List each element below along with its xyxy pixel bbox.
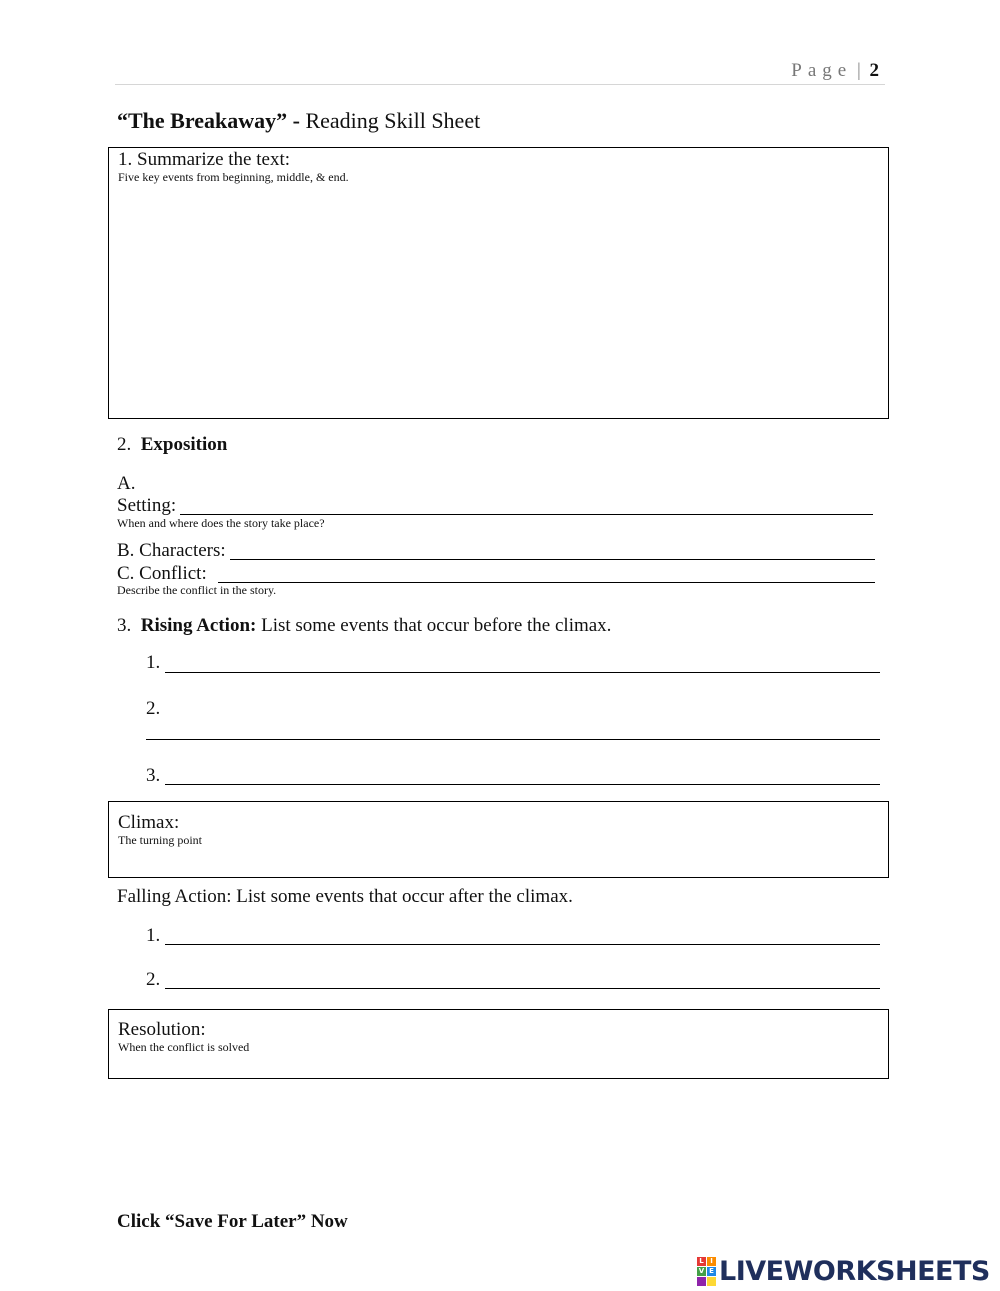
falling-item-2-line[interactable] [165,988,880,989]
rising-item-1-line[interactable] [165,672,880,673]
save-for-later-note: Click “Save For Later” Now [117,1211,348,1232]
falling-item-1-line[interactable] [165,944,880,945]
logo-tile: E [707,1267,716,1276]
title-bold: “The Breakaway” - [117,108,300,133]
logo-text: LIVEWORKSHEETS [719,1256,990,1287]
conflict-answer-line[interactable] [218,582,875,583]
setting-hint: When and where does the story take place? [117,516,325,530]
worksheet-title [117,108,480,134]
setting-prefix: A. [117,473,136,494]
conflict-label: C. Conflict: [117,563,207,584]
page-number-value: 2 [869,60,879,81]
setting-answer-line[interactable] [180,514,873,515]
page-header [115,58,885,85]
liveworksheets-logo-icon [697,1257,716,1286]
title-regular: Reading Skill Sheet [299,108,481,133]
page-label: Page [791,60,853,81]
conflict-hint: Describe the conflict in the story. [117,583,277,597]
falling-action-prompt: Falling Action: List some events that occur after the climax. [117,886,573,907]
rising-item-3-number: 3. [146,765,161,786]
rising-item-3-line[interactable] [165,784,880,785]
resolution-hint: When the conflict is solved [118,1040,250,1054]
rising-action-number: 3. [117,615,132,636]
climax-label: Climax: [118,812,180,833]
climax-box[interactable] [108,801,889,878]
liveworksheets-logo [697,1256,990,1287]
summary-label: 1. Summarize the text: [118,149,291,170]
exposition-heading [117,434,227,456]
falling-item-1-number: 1. [146,925,161,946]
falling-item-2-number: 2. [146,969,161,990]
rising-item-2-line[interactable] [146,739,880,740]
resolution-label: Resolution: [118,1019,206,1040]
characters-answer-line[interactable] [230,559,875,560]
rising-action-prompt: List some events that occur before the climax. [256,615,612,636]
page-number [791,60,879,82]
climax-hint: The turning point [118,833,202,847]
rising-item-1-number: 1. [146,652,161,673]
exposition-title: Exposition [140,434,228,455]
summary-box[interactable] [108,147,889,419]
logo-tile: L [697,1257,706,1266]
rising-action-heading [117,615,611,637]
setting-label: Setting: [117,495,177,516]
logo-tile [697,1277,706,1286]
rising-action-title: Rising Action: [140,615,257,636]
summary-hint: Five key events from beginning, middle, & end. [118,170,349,184]
logo-tile: V [698,1267,705,1275]
logo-tile: I [707,1257,716,1266]
logo-tile [707,1277,716,1286]
characters-label: B. Characters: [117,540,226,561]
exposition-number: 2. [117,434,132,455]
resolution-box[interactable] [108,1009,889,1079]
rising-item-2-number: 2. [146,698,161,719]
page-separator: | [856,60,861,81]
